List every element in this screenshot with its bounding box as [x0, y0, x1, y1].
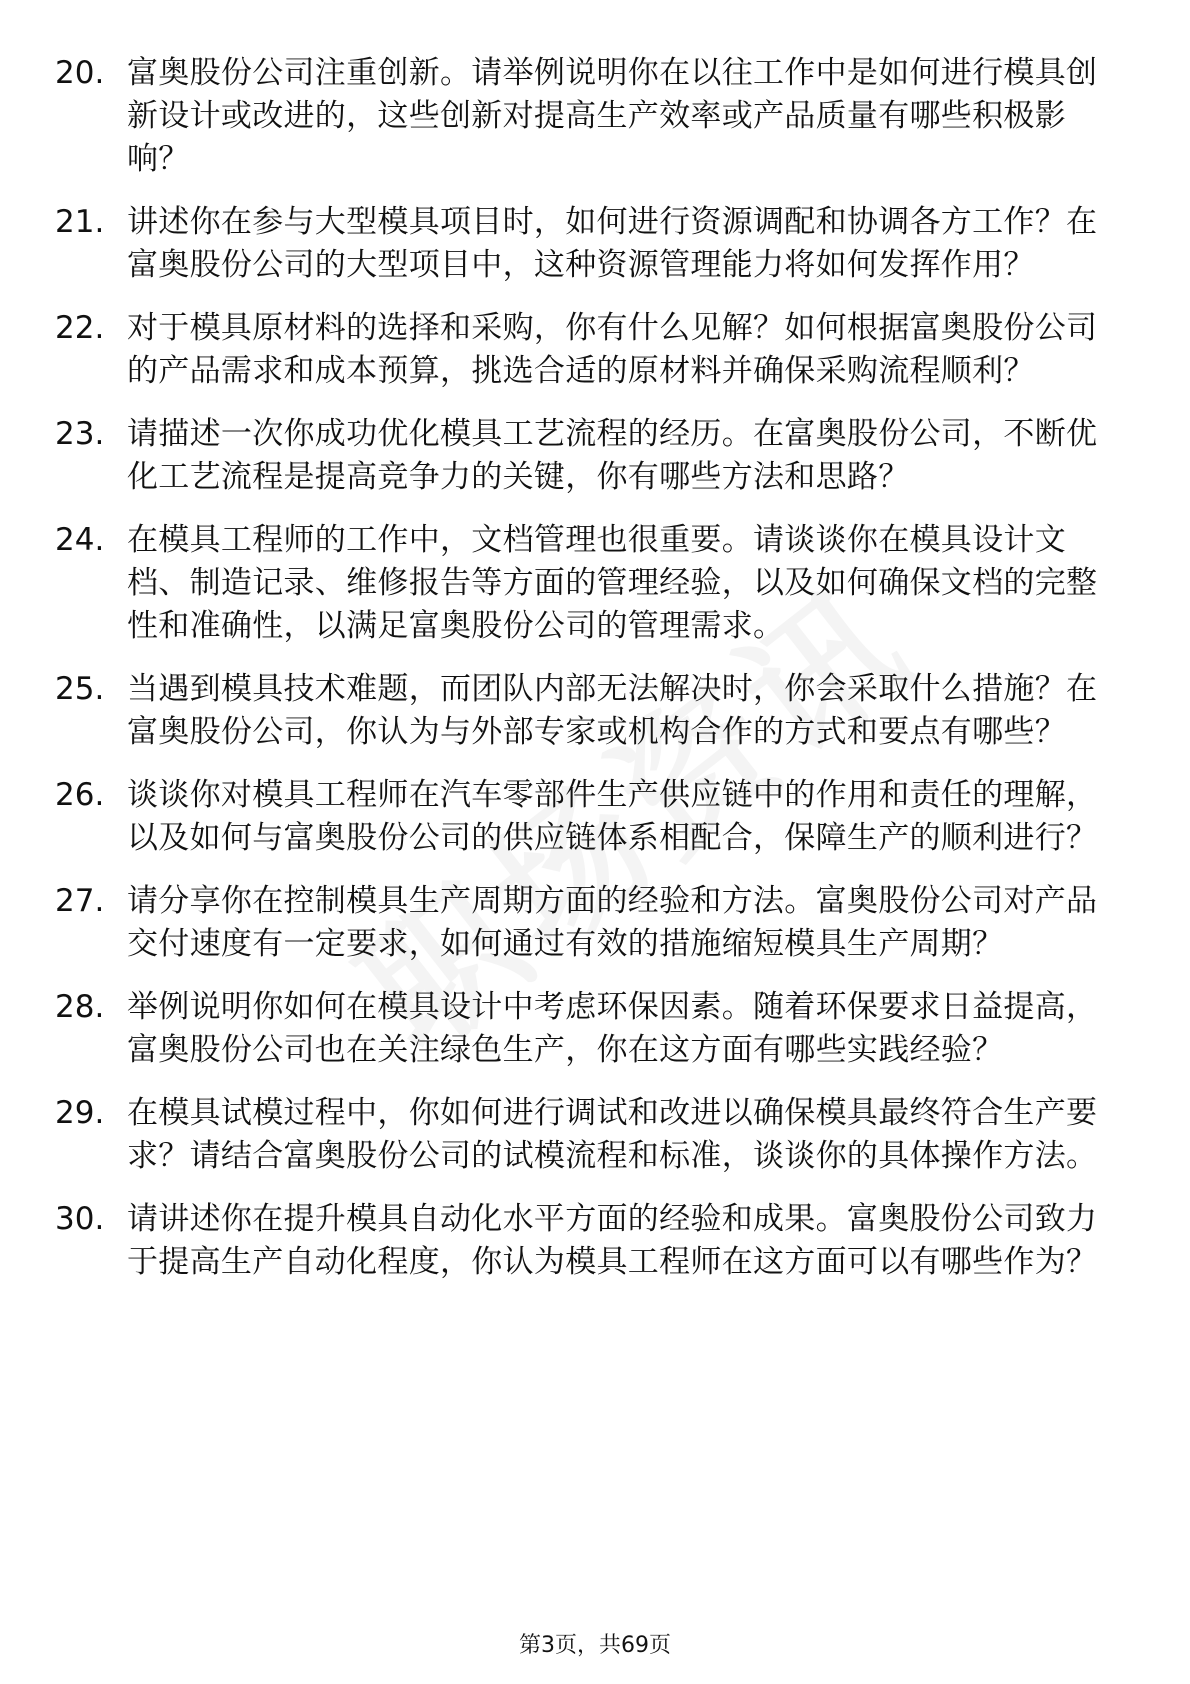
question-item — [55, 52, 1115, 181]
question-text: 请分享你在控制模具生产周期方面的经验和方法。富奥股份公司对产品交付速度有一定要求，如何通过有效的措施缩短模具生产周期？ — [127, 883, 1098, 962]
question-text: 富奥股份公司注重创新。请举例说明你在以往工作中是如何进行模具创新设计或改进的，这些创新对提高生产效率或产品质量有哪些积极影响？ — [127, 55, 1098, 177]
question-number: 23. — [55, 416, 105, 452]
question-text: 对于模具原材料的选择和采购，你有什么见解？如何根据富奥股份公司的产品需求和成本预算，挑选合适的原材料并确保采购流程顺利？ — [127, 310, 1098, 389]
question-text: 当遇到模具技术难题，而团队内部无法解决时，你会采取什么措施？在富奥股份公司，你认为与外部专家或机构合作的方式和要点有哪些？ — [127, 671, 1098, 750]
question-item — [55, 307, 1115, 393]
question-item — [55, 201, 1115, 287]
question-number: 21. — [55, 204, 105, 240]
question-text: 谈谈你对模具工程师在汽车零部件生产供应链中的作用和责任的理解，以及如何与富奥股份公司的供应链体系相配合，保障生产的顺利进行？ — [127, 777, 1098, 856]
question-item — [55, 519, 1115, 648]
question-item — [55, 413, 1115, 499]
question-number: 26. — [55, 777, 105, 813]
question-item — [55, 880, 1115, 966]
question-item — [55, 1198, 1115, 1284]
page-footer: 第3页，共69页 — [519, 1633, 671, 1658]
question-number: 24. — [55, 522, 105, 558]
question-item — [55, 774, 1115, 860]
question-text: 在模具试模过程中，你如何进行调试和改进以确保模具最终符合生产要求？请结合富奥股份公司的试模流程和标准，谈谈你的具体操作方法。 — [127, 1095, 1098, 1174]
question-number: 22. — [55, 310, 105, 346]
question-number: 28. — [55, 989, 105, 1025]
question-item — [55, 986, 1115, 1072]
question-text: 讲述你在参与大型模具项目时，如何进行资源调配和协调各方工作？在富奥股份公司的大型项目中，这种资源管理能力将如何发挥作用？ — [127, 204, 1098, 283]
question-number: 27. — [55, 883, 105, 919]
question-text: 在模具工程师的工作中，文档管理也很重要。请谈谈你在模具设计文档、制造记录、维修报告等方面的管理经验，以及如何确保文档的完整性和准确性，以满足富奥股份公司的管理需求。 — [127, 522, 1098, 644]
question-text: 请讲述你在提升模具自动化水平方面的经验和成果。富奥股份公司致力于提高生产自动化程度，你认为模具工程师在这方面可以有哪些作为？ — [127, 1201, 1098, 1280]
question-list — [55, 52, 1115, 1304]
question-number: 30. — [55, 1201, 105, 1237]
question-number: 25. — [55, 671, 105, 707]
question-item — [55, 668, 1115, 754]
question-item — [55, 1092, 1115, 1178]
question-number: 20. — [55, 55, 105, 91]
question-number: 29. — [55, 1095, 105, 1131]
question-text: 举例说明你如何在模具设计中考虑环保因素。随着环保要求日益提高，富奥股份公司也在关注绿色生产，你在这方面有哪些实践经验？ — [127, 989, 1098, 1068]
question-text: 请描述一次你成功优化模具工艺流程的经历。在富奥股份公司，不断优化工艺流程是提高竞争力的关键，你有哪些方法和思路？ — [127, 416, 1098, 495]
